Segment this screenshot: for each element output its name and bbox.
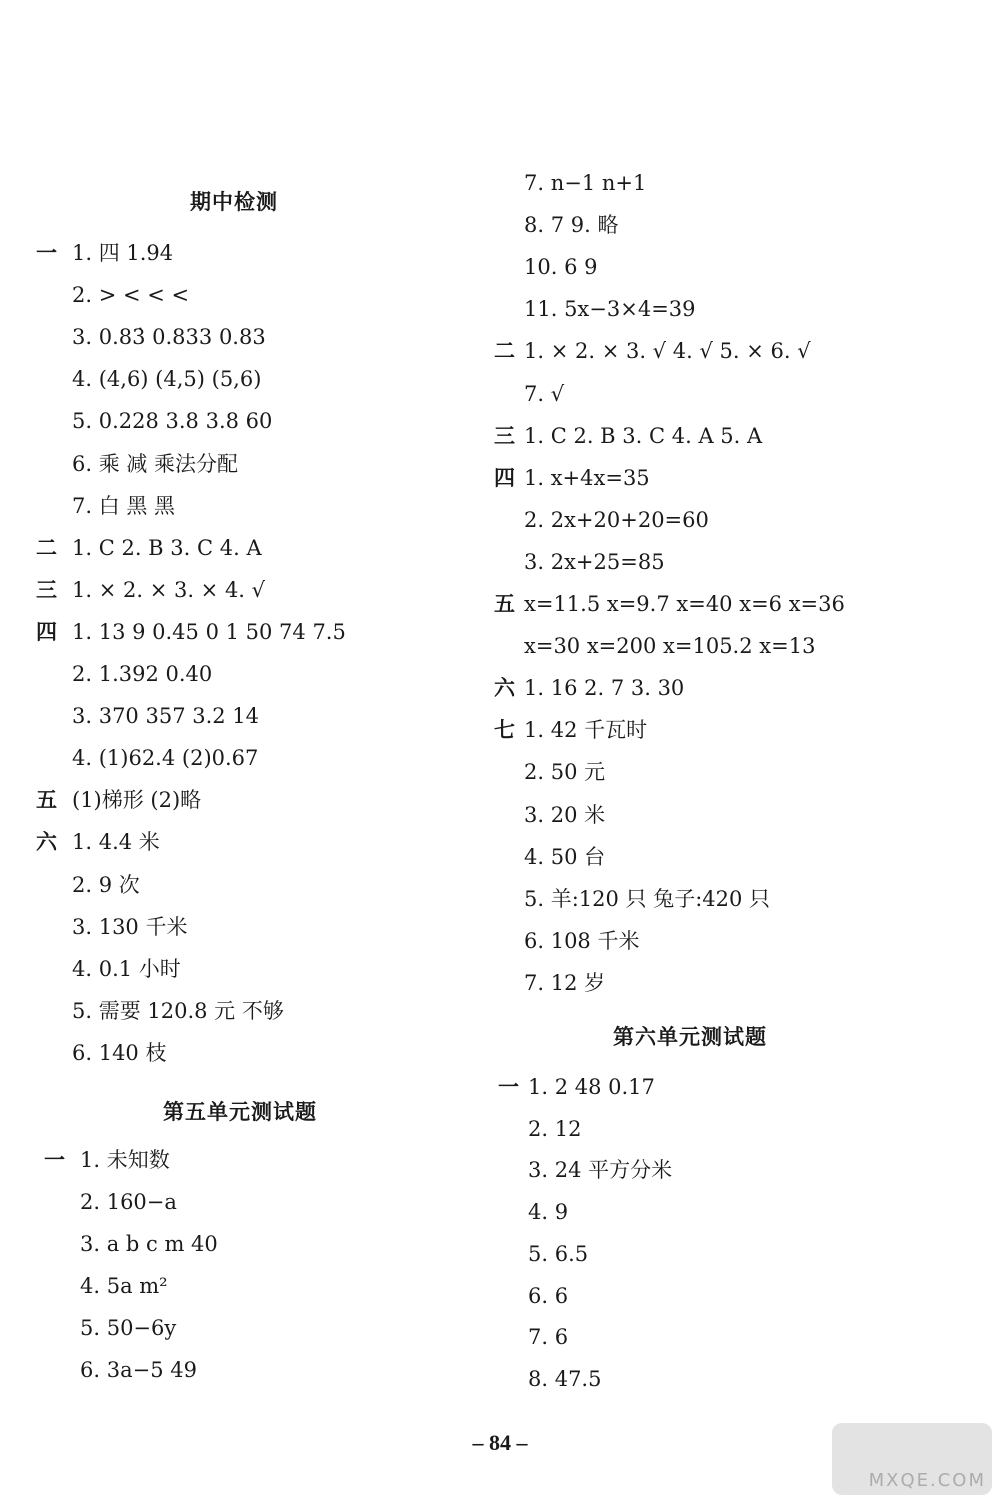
answer-text: 4. (4,6) (4,5) (5,6) (72, 367, 262, 392)
answer-line (498, 1199, 568, 1225)
answer-text: 1. × 2. × 3. √ 4. √ 5. × 6. √ (524, 339, 811, 364)
answer-text: 3. 130 千米 (72, 914, 188, 939)
answer-line (36, 408, 272, 434)
answer-line (36, 282, 189, 308)
answer-text: 4. 5a m² (80, 1274, 168, 1298)
answer-line (36, 998, 284, 1024)
answer-text: 2. 9 次 (72, 872, 140, 897)
answer-text: 5. 6.5 (528, 1241, 589, 1266)
answer-text: 11. 5x−3×4=39 (524, 297, 696, 322)
answer-line (36, 829, 160, 855)
section-number: 二 (36, 535, 57, 560)
section-number: 四 (36, 619, 57, 644)
answer-text: 2. 2x+20+20=60 (524, 507, 709, 532)
answer-line (44, 1231, 218, 1257)
answer-line (36, 787, 201, 813)
answer-text: 4. 50 台 (524, 844, 606, 869)
answer-text: 3. 0.83̇ 0.833 0.83 (72, 325, 266, 350)
answer-line (36, 535, 262, 561)
section-number: 五 (494, 592, 515, 616)
answer-text: 4. 9 (528, 1200, 569, 1225)
answer-line (498, 1366, 601, 1392)
answer-text: 1. 四 1.94 (72, 241, 174, 265)
answer-line (44, 1189, 177, 1215)
answer-text: 7. 12 岁 (524, 970, 606, 995)
answer-line (36, 619, 346, 645)
answer-line (494, 759, 605, 785)
answer-text: (1)梯形 (2)略 (72, 788, 202, 813)
answer-line (36, 1040, 166, 1066)
answer-text: 7. n−1 n+1 (524, 171, 647, 195)
answer-text: 7. √ (524, 381, 565, 406)
answer-text: 3. 24 平方分米 (528, 1158, 673, 1183)
answer-text: x=11.5 x=9.7 x=40 x=6 x=36 (524, 592, 845, 616)
answer-text: 5. 50−6y (80, 1316, 177, 1340)
answer-line (494, 381, 564, 407)
answer-line (36, 451, 238, 477)
answer-line (44, 1147, 170, 1173)
answer-text: 2. 50 元 (524, 760, 606, 785)
watermark-text: MXQE.COM (868, 1470, 986, 1491)
answer-line (494, 549, 665, 575)
answer-line (36, 914, 187, 940)
section-number: 五 (36, 788, 57, 813)
answer-line (44, 1315, 176, 1341)
section-number: 一 (44, 1148, 65, 1172)
answer-text: 1. 13 9 0.45 0 1 50 74 7.5 (72, 619, 346, 644)
answer-line (36, 577, 265, 603)
section-number: 一 (498, 1075, 519, 1099)
section-number: 一 (36, 241, 57, 265)
section-number: 六 (36, 830, 57, 855)
answer-line (494, 802, 605, 828)
section-heading-midterm: 期中检测 (190, 190, 278, 214)
section-number: 六 (494, 676, 515, 701)
answer-line (494, 254, 597, 280)
answer-line (494, 507, 709, 533)
section-heading-unit6: 第六单元测试题 (613, 1025, 767, 1049)
answer-text: 1. × 2. × 3. × 4. √ (72, 577, 266, 602)
answer-line (44, 1357, 197, 1383)
answer-text: 5. 需要 120.8 元 不够 (72, 998, 284, 1023)
answer-line (36, 493, 175, 519)
answer-text: 2. 160−a (80, 1190, 177, 1214)
page-number: – 84 – (472, 1430, 528, 1455)
answer-line (36, 366, 261, 392)
section-number: 三 (494, 423, 515, 448)
answer-line (36, 324, 266, 350)
answer-line (498, 1074, 655, 1100)
answer-text: 1. 16 2. 7 3. 30 (524, 676, 685, 701)
answer-text: 6. 140 枝 (72, 1040, 167, 1065)
answer-line (36, 703, 259, 729)
answer-line (36, 872, 140, 898)
answer-text: 10. 6 9 (524, 255, 598, 280)
answer-line (494, 423, 762, 449)
answer-line (36, 745, 258, 771)
answer-line (494, 675, 684, 701)
answer-line (494, 970, 605, 996)
answer-line (494, 928, 639, 954)
answer-text: 1. C 2. B 3. C 4. A 5. A (524, 423, 763, 448)
answer-line (494, 633, 815, 659)
answer-text: 6. 108 千米 (524, 928, 640, 953)
answer-line (494, 296, 696, 322)
answer-text: 3. a b c m 40 (80, 1232, 218, 1256)
answer-text: 6. 3a−5 49 (80, 1358, 197, 1382)
section-heading-unit5: 第五单元测试题 (163, 1100, 317, 1124)
answer-text: 2. 12 (528, 1116, 582, 1141)
answer-text: 3. 20 米 (524, 802, 606, 827)
answer-line (36, 956, 181, 982)
answer-line (498, 1283, 568, 1309)
answer-text: 1. 未知数 (80, 1148, 170, 1172)
answer-text: 6. 6 (528, 1283, 569, 1308)
answer-text: 1. 4.4 米 (72, 830, 160, 855)
answer-text: 4. 0.1 小时 (72, 956, 181, 981)
answer-text: x=30 x=200 x=105.2 x=13 (524, 634, 816, 659)
answer-line (494, 338, 811, 364)
answer-line (494, 170, 646, 196)
section-number: 二 (494, 339, 515, 364)
answer-text: 5. 羊:120 只 兔子:420 只 (524, 886, 771, 911)
answer-text: 4. (1)62.4 (2)0.67 (72, 746, 259, 771)
answer-text: 7. 白 黑 黑 (72, 493, 176, 518)
answer-line (498, 1157, 672, 1183)
answer-line (494, 465, 650, 491)
section-number: 四 (494, 465, 515, 490)
answer-line (498, 1241, 588, 1267)
answer-text: 3. 2x+25=85 (524, 549, 665, 574)
answer-text: 2. > < < < (72, 283, 190, 308)
answer-line (494, 886, 770, 912)
answer-line (498, 1116, 581, 1142)
answer-text: 2. 1.392 0.40 (72, 662, 213, 686)
answer-text: 3. 370 357 3.2 14 (72, 704, 260, 729)
answer-line (494, 717, 647, 743)
answer-line (36, 240, 173, 266)
answer-line (498, 1324, 568, 1350)
answer-text: 1. x+4x=35 (524, 465, 650, 490)
answer-text: 5. 0.228 3.8 3.8 60 (72, 409, 273, 434)
section-number: 七 (494, 718, 515, 743)
answer-line (494, 844, 605, 870)
section-number: 三 (36, 577, 57, 602)
answer-line (36, 661, 212, 687)
answer-text: 6. 乘 减 乘法分配 (72, 451, 239, 476)
answer-text: 8. 47.5 (528, 1366, 602, 1391)
answer-text: 1. C 2. B 3. C 4. A (72, 535, 262, 560)
answer-line (494, 591, 845, 617)
answer-text: 1. 42 千瓦时 (524, 718, 648, 743)
answer-text: 1. 2 48 0.17 (528, 1075, 655, 1099)
answer-text: 7. 6 (528, 1325, 569, 1350)
answer-line (44, 1273, 168, 1299)
answer-text: 8. 7 9. 略 (524, 213, 619, 238)
answer-line (494, 212, 618, 238)
